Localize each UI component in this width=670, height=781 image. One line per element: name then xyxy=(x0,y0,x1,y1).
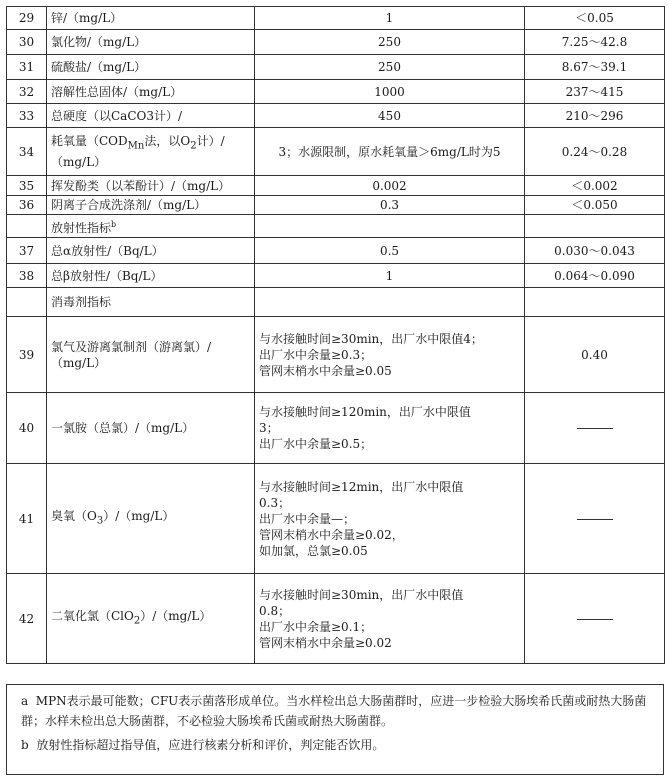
table-row xyxy=(7,196,665,215)
limit-value: 3；水源限制，原水耗氧量＞6mg/L时为5 xyxy=(255,128,525,176)
measured-value: 8.67～39.1 xyxy=(525,55,665,80)
table-row xyxy=(7,176,665,196)
limit-line: 出厂水中余量≥0.1； xyxy=(259,619,373,634)
measured-value: 0.064～0.090 xyxy=(525,264,665,288)
measured-value xyxy=(525,393,665,464)
limit-line: 0.3； xyxy=(259,495,291,510)
limit-value: 250 xyxy=(255,55,525,80)
limit-line: 管网末梢水中余量≥0.02， xyxy=(259,527,404,542)
item-name xyxy=(47,464,255,574)
item-text: 法，以O xyxy=(144,133,191,148)
subscript: 3 xyxy=(96,515,104,527)
limit-line: 管网末梢水中余量≥0.05 xyxy=(259,363,392,378)
item-name-unit: （mg/L） xyxy=(51,155,107,170)
item-text: ）/（mg/L） xyxy=(140,608,212,623)
limit-line: 出厂水中余量—； xyxy=(259,511,356,526)
item-text: ）/（mg/L） xyxy=(103,508,175,523)
limit-line: 与水接触时间≥120min，出厂水中限值 xyxy=(259,405,471,419)
row-number: 36 xyxy=(7,196,47,215)
table-row xyxy=(7,393,665,464)
row-number: 29 xyxy=(7,7,47,30)
item-name: 溶解性总固体/（mg/L） xyxy=(47,80,255,104)
item-text: 耗氧量（COD xyxy=(51,133,128,148)
footnote-text: 放射性指标超过指导值，应进行核素分析和评价，判定能否饮用。 xyxy=(36,738,385,752)
item-text: 氯气及游离氯制剂（游离氯）/ xyxy=(51,339,212,354)
measured-value: 0.24～0.28 xyxy=(525,128,665,176)
measured-value xyxy=(525,574,665,664)
table-row xyxy=(7,104,665,128)
row-number: 38 xyxy=(7,264,47,288)
item-name: 锌/（mg/L） xyxy=(47,7,255,30)
table-row xyxy=(7,574,665,664)
footnote-mark: a xyxy=(21,694,29,708)
item-name: 总α放射性/（Bq/L） xyxy=(47,238,255,264)
item-name xyxy=(47,104,255,128)
item-name: 硫酸盐/（mg/L） xyxy=(47,55,255,80)
item-name: 氯化物/（mg/L） xyxy=(47,30,255,55)
limit-value xyxy=(255,393,525,464)
row-number: 33 xyxy=(7,104,47,128)
footnote-b xyxy=(21,735,653,755)
item-name: 阴离子合成洗涤剂/（mg/L） xyxy=(47,196,255,215)
item-name-text: 总硬度（以CaCO3计）/ xyxy=(51,108,183,123)
limit-value: 1 xyxy=(255,7,525,30)
limit-value: 0.5 xyxy=(255,238,525,264)
limit-value xyxy=(255,464,525,574)
limit-line: 出厂水中余量≥0.3； xyxy=(259,347,373,362)
dash-mark xyxy=(577,619,613,620)
limit-line: 与水接触时间≥30min，出厂水中限值4； xyxy=(259,331,483,346)
footnote-mark: b xyxy=(21,738,29,752)
measured-value: 237～415 xyxy=(525,80,665,104)
table-row xyxy=(7,464,665,574)
limit-value: 250 xyxy=(255,30,525,55)
row-number: 41 xyxy=(7,464,47,574)
subscript: 2 xyxy=(133,615,141,627)
footnote-mark: b xyxy=(111,219,117,229)
section-label: 放射性指标 xyxy=(51,220,112,235)
row-number: 31 xyxy=(7,55,47,80)
measured-value: 210～296 xyxy=(525,104,665,128)
limit-line: 如加氯，总氯≥0.05 xyxy=(259,543,368,558)
dash-mark xyxy=(577,519,613,520)
row-number: 42 xyxy=(7,574,47,664)
measured-value: 0.40 xyxy=(525,317,665,393)
section-title: 消毒剂指标 xyxy=(47,288,255,317)
limit-line: 0.8； xyxy=(259,603,291,618)
limit-value xyxy=(255,574,525,664)
footnote-a xyxy=(21,691,653,731)
table-row xyxy=(7,238,665,264)
limit-value: 1000 xyxy=(255,80,525,104)
row-number: 37 xyxy=(7,238,47,264)
table-row xyxy=(7,128,665,176)
table-row xyxy=(7,80,665,104)
item-text: 二氧化氯（ClO xyxy=(51,608,134,623)
limit-value: 0.3 xyxy=(255,196,525,215)
row-number: 34 xyxy=(7,128,47,176)
subscript: Mn xyxy=(127,140,145,152)
measured-value xyxy=(525,464,665,574)
footnote-text: MPN表示最可能数；CFU表示菌落形成单位。当水样检出总大肠菌群时，应进一步检验大肠埃希氏菌或耐热大肠菌群；水样未检出总大肠菌群，不必检验大肠埃希氏菌或耐热大肠菌群。 xyxy=(21,694,647,728)
item-name xyxy=(47,574,255,664)
limit-line: 出厂水中余量≥0.5； xyxy=(259,437,373,451)
table-row xyxy=(7,317,665,393)
table-row xyxy=(7,264,665,288)
section-title xyxy=(47,215,255,238)
table-row xyxy=(7,55,665,80)
measured-value: ＜0.002 xyxy=(525,176,665,196)
section-row-disinfectant xyxy=(7,288,665,317)
measured-value: 0.030～0.043 xyxy=(525,238,665,264)
row-number: 32 xyxy=(7,80,47,104)
footnotes xyxy=(6,684,664,775)
measured-value: ＜0.05 xyxy=(525,7,665,30)
section-row-radioactivity xyxy=(7,215,665,238)
item-unit: （mg/L） xyxy=(51,355,107,370)
item-name xyxy=(47,128,255,176)
table-row xyxy=(7,7,665,30)
row-number: 30 xyxy=(7,30,47,55)
measured-value: 7.25～42.8 xyxy=(525,30,665,55)
limit-value: 450 xyxy=(255,104,525,128)
limit-line: 管网末梢水中余量≥0.02 xyxy=(259,635,392,650)
item-text: 臭氧（O xyxy=(51,508,97,523)
measured-value: ＜0.050 xyxy=(525,196,665,215)
row-number: 35 xyxy=(7,176,47,196)
limit-line: 与水接触时间≥12min，出厂水中限值 xyxy=(259,479,464,494)
limit-value xyxy=(255,317,525,393)
row-number: 40 xyxy=(7,393,47,464)
limit-value: 0.002 xyxy=(255,176,525,196)
table-row xyxy=(7,30,665,55)
dash-mark xyxy=(577,428,613,429)
limit-line: 3； xyxy=(259,421,279,435)
row-number: 39 xyxy=(7,317,47,393)
limit-value: 1 xyxy=(255,264,525,288)
item-name xyxy=(47,317,255,393)
item-name: 挥发酚类（以苯酚计）/（mg/L） xyxy=(47,176,255,196)
item-name: 总β放射性/（Bq/L） xyxy=(47,264,255,288)
limit-line: 与水接触时间≥30min，出厂水中限值 xyxy=(259,587,464,602)
subscript: 2 xyxy=(190,140,197,152)
item-text: 计）/ xyxy=(196,133,225,148)
item-name: 一氯胺（总氯）/（mg/L） xyxy=(47,393,255,464)
item-name-line xyxy=(51,133,250,154)
water-quality-table xyxy=(6,6,665,664)
